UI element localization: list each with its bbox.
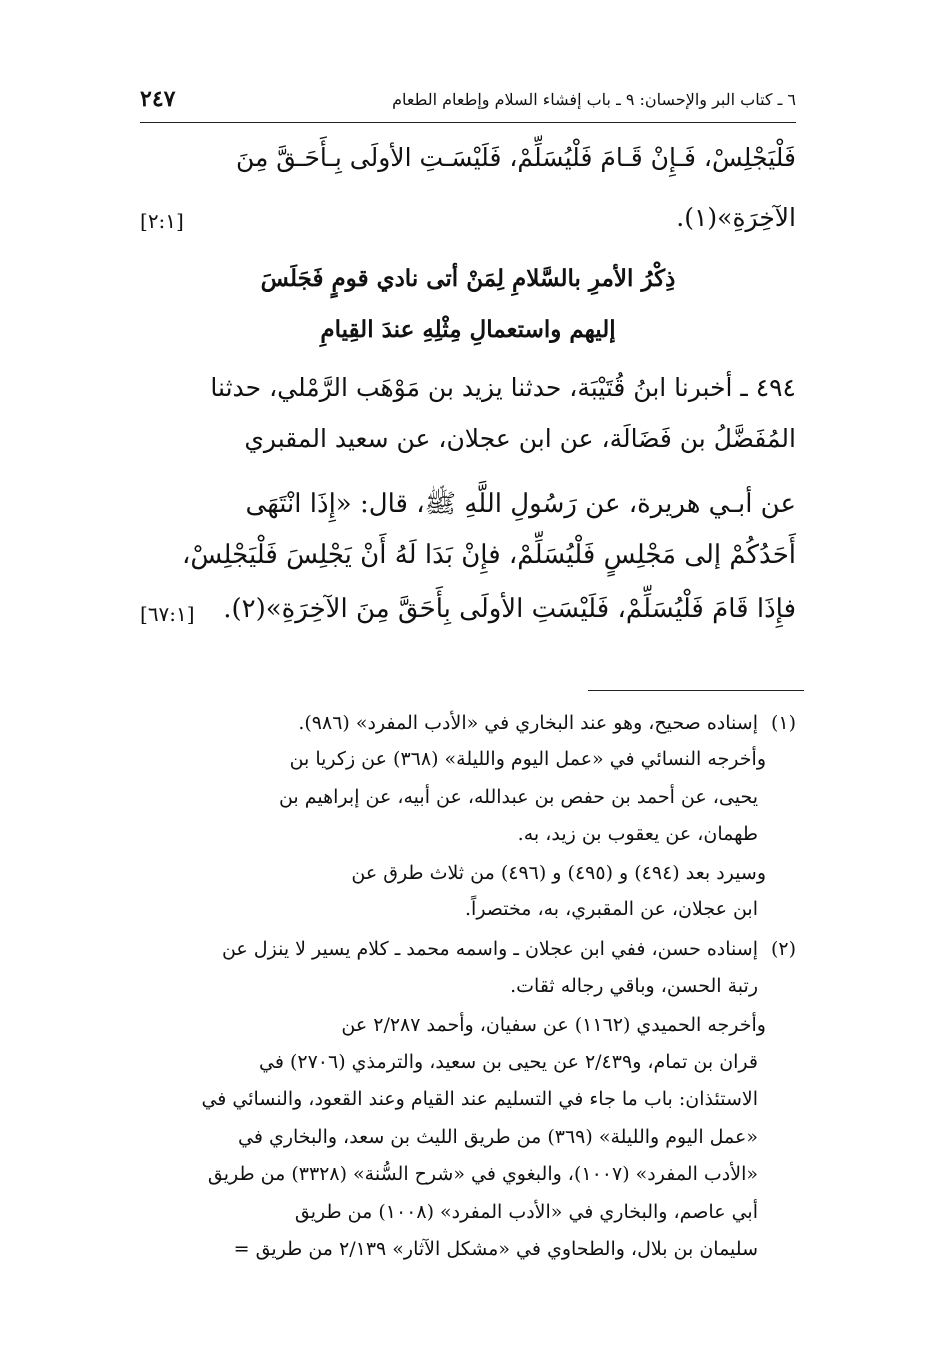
footnote-text: إسناده صحيح، وهو عند البخاري في «الأدب المفرد» (٩٨٦). (298, 712, 758, 734)
footnote-2-line-8: أبي عاصم، والبخاري في «الأدب المفرد» (١٠٠٨) من طريق (294, 1201, 758, 1223)
footnote-2-line-4: قران بن تمام، و٢/٤٣٩ عن يحيى بن سعيد، والترمذي (٢٧٠٦) في (259, 1051, 758, 1073)
matn-line-1: عن أبـي هريرة، عن رَسُولِ اللَّهِ ﷺ، قال: «إِذَا انْتَهَى (245, 489, 796, 519)
footnote-2-line-6: «عمل اليوم والليلة» (٣٦٩) من طريق الليث بن سعد، والبخاري في (237, 1126, 758, 1148)
footnote-text: إسناده حسن، ففي ابن عجلان ـ واسمه محمد ـ كلام يسير لا ينزل عن (221, 938, 758, 960)
footnote-1-line-4: طهمان، عن يعقوب بن زيد، به. (517, 823, 758, 845)
footnote-1-line-3: يحيى، عن أحمد بن حفص بن عبدالله، عن أبيه، عن إبراهيم بن (278, 786, 758, 808)
footnote-2-line-9: سليمان بن بلال، والطحاوي في «مشكل الآثار» ٢/١٣٩ من طريق = (233, 1238, 758, 1260)
footnote-1-line-1 (140, 712, 796, 734)
running-title: ٦ ـ كتاب البر والإحسان: ٩ ـ باب إفشاء السلام وإطعام الطعام (392, 90, 796, 109)
top-text-line-2 (140, 203, 796, 232)
matn-line-3 (140, 594, 796, 624)
page-number: ٢٤٧ (140, 86, 176, 112)
matn-line-3-text: فإِذَا قَامَ فَلْيُسَلِّمْ، فَلَيْسَتِ الأولَى بِأَحَقَّ مِنَ الآخِرَةِ»(٢). (223, 594, 796, 624)
footnote-2-line-3: وأخرجه الحميدي (١١٦٢) عن سفيان، وأحمد ٢/٢٨٧ عن (341, 1014, 766, 1036)
footnote-number: (٢) (770, 938, 796, 960)
footnote-1-line-6: ابن عجلان، عن المقبري، به، مختصراً. (465, 898, 758, 920)
footnote-2-line-5: الاستئذان: باب ما جاء في التسليم عند القيام وعند القعود، والنسائي في (201, 1088, 758, 1110)
matn-line-2: أَحَدُكُمْ إلى مَجْلِسٍ فَلْيُسَلِّمْ، فإِنْ بَدَا لَهُ أَنْ يَجْلِسَ فَلْيَجْلِسْ، (182, 540, 796, 570)
source-reference: [٢:١] (140, 209, 184, 233)
footnote-number: (١) (770, 712, 796, 734)
section-heading-line-2: إليهم واستعمالِ مِثْلِهِ عندَ القِيامِ (320, 316, 616, 343)
top-text-line-2-text: الآخِرَةِ»(١). (676, 203, 796, 232)
top-text-line-1: فَلْيَجْلِسْ، فَـإِنْ قَـامَ فَلْيُسَلِّمْ، فَلَيْسَـتِ الأولَى بِـأَحَـقَّ مِنَ (235, 143, 796, 172)
isnad-line-2: المُفَضَّلُ بن فَضَالَة، عن ابن عجلان، عن سعيد المقبري (244, 424, 796, 453)
isnad-line-1: ٤٩٤ ـ أخبرنا ابنُ قُتَيْبَة، حدثنا يزيد بن مَوْهَب الرَّمْلي، حدثنا (210, 373, 796, 402)
source-reference: [٦٧:١] (140, 602, 195, 626)
page-header (140, 82, 796, 123)
footnote-separator (588, 690, 804, 691)
footnote-2-line-7: «الأدب المفرد» (١٠٠٧)، والبغوي في «شرح السُّنة» (٣٣٢٨) من طريق (207, 1163, 758, 1185)
footnote-1-line-5: وسيرد بعد (٤٩٤) و (٤٩٥) و (٤٩٦) من ثلاث طرق عن (351, 862, 766, 884)
section-heading-line-1: ذِكْرُ الأمرِ بالسَّلامِ لِمَنْ أتى نادي قومٍ فَجَلَسَ (260, 265, 676, 292)
footnote-2-line-2: رتبة الحسن، وباقي رجاله ثقات. (510, 975, 758, 997)
footnote-2-line-1 (140, 938, 796, 960)
footnote-1-line-2: وأخرجه النسائي في «عمل اليوم والليلة» (٣٦٨) عن زكريا بن (289, 748, 766, 770)
